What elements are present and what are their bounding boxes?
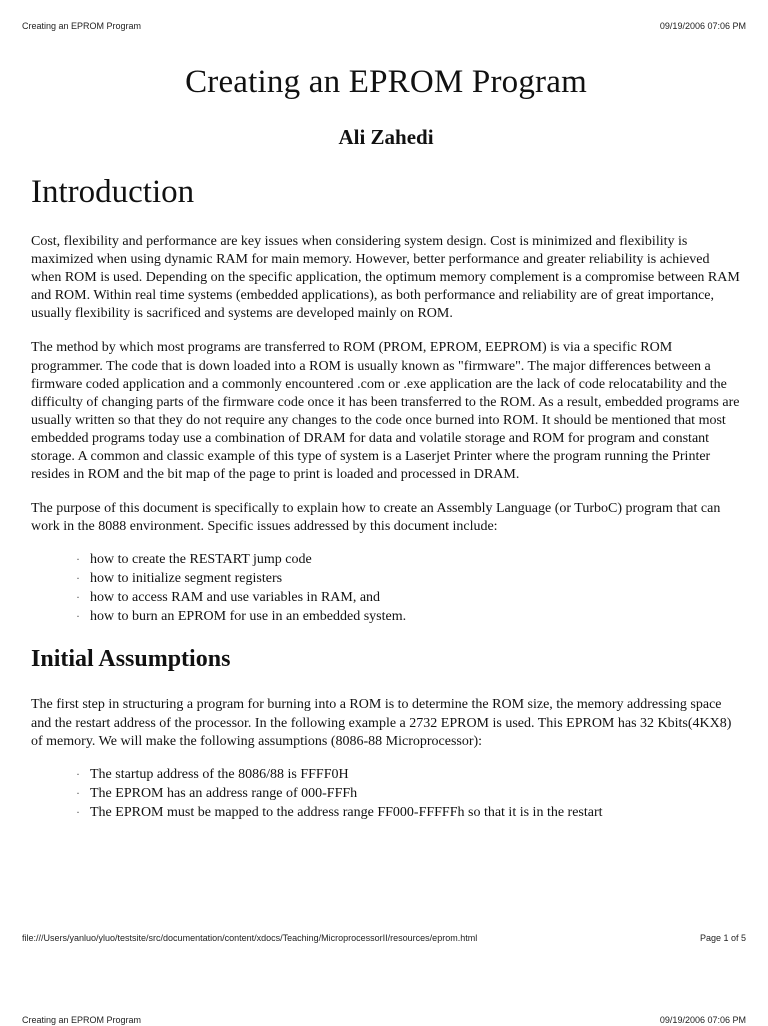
assumptions-heading: Initial Assumptions: [31, 646, 231, 673]
next-header-title: Creating an EPROM Program: [22, 1015, 142, 1025]
bullet-icon: ·: [76, 571, 80, 586]
intro-paragraph-2: The method by which most programs are transferred to ROM (PROM, EPROM, EEPROM) is via a specific ROM programmer. The code that is down loaded into a ROM is usually known as "firmware". The major differences between a firmware coded application and a commonly encountered .com or .exe application are the lack of code relocatability and the difficulty of changing parts of the firmware code once it has been transferred to the ROM. As a result, embedded programs are usually written so that they do not require any changes to the code once burned into ROM. It should be mentioned that most embedded programs today use a combination of DRAM for data and volatile storage and ROM for program and constant storage. A common and classic example of this type of system is a Laserjet Printer where the program running the Printer resides in ROM and the bit map of the page to print is loaded and processed in DRAM.: [31, 340, 740, 483]
list-item: · The startup address of the 8086/88 is FFFF0H: [76, 766, 349, 782]
document-body: [31, 56, 741, 822]
list-item: · how to access RAM and use variables in RAM, and: [76, 590, 381, 606]
intro-paragraph-3: The purpose of this document is specifically to explain how to create an Assembly Language (or TurboC) program that can work in the 8088 environment. Specific issues addressed by this document include:: [31, 501, 721, 535]
assumptions-paragraph: The first step in structuring a program for burning into a ROM is to determine the ROM size, the memory addressing space and the restart address of the processor. In the following example a 2732 EPROM is used. This EPROM has 32 Kbits(4KX8) of memory. We will make the following assumptions (8086-88 Microprocessor):: [31, 697, 732, 749]
header-title: Creating an EPROM Program: [22, 21, 142, 31]
list-item: · The EPROM must be mapped to the address range FF000-FFFFFh so that it is in the restart: [76, 804, 603, 820]
list-item: · how to create the RESTART jump code: [76, 552, 312, 568]
issues-list: [31, 550, 741, 626]
footer-page-number: Page 1 of 5: [699, 933, 746, 943]
bullet-icon: ·: [76, 766, 80, 781]
next-header-datetime: 09/19/2006 07:06 PM: [659, 1015, 746, 1025]
intro-paragraph-1: Cost, flexibility and performance are key issues when considering system design. Cost is minimized and flexibility is maximized when using dynamic RAM for main memory. However, better performance and greater reliability is achieved when ROM is used. Depending on the specific application, the optimum memory complement is a compromise between RAM and ROM. Within real time systems (embedded applications), as both performance and reliability are of great importance, usually flexibility is sacrificed and systems are developed mainly on ROM.: [31, 234, 740, 322]
bullet-icon: ·: [76, 552, 80, 567]
bullet-icon: ·: [76, 785, 80, 800]
bullet-icon: ·: [76, 609, 80, 624]
document-title: Creating an EPROM Program: [185, 64, 587, 100]
header-datetime: 09/19/2006 07:06 PM: [659, 21, 746, 31]
assumptions-list: [31, 765, 741, 822]
author-name: Ali Zahedi: [338, 125, 434, 149]
list-item: · how to burn an EPROM for use in an embedded system.: [76, 609, 407, 625]
next-page-header: [22, 1015, 746, 1026]
bullet-icon: ·: [76, 804, 80, 819]
footer-file-path: file:///Users/yanluo/yluo/testsite/src/documentation/content/xdocs/Teaching/MicroprocessorII/resources/eprom.html: [22, 933, 478, 943]
introduction-heading: Introduction: [31, 174, 195, 210]
print-footer: [22, 933, 746, 944]
bullet-icon: ·: [76, 590, 80, 605]
print-header: [22, 21, 746, 32]
list-item: · The EPROM has an address range of 000-FFFh: [76, 785, 358, 801]
list-item: · how to initialize segment registers: [76, 571, 283, 587]
